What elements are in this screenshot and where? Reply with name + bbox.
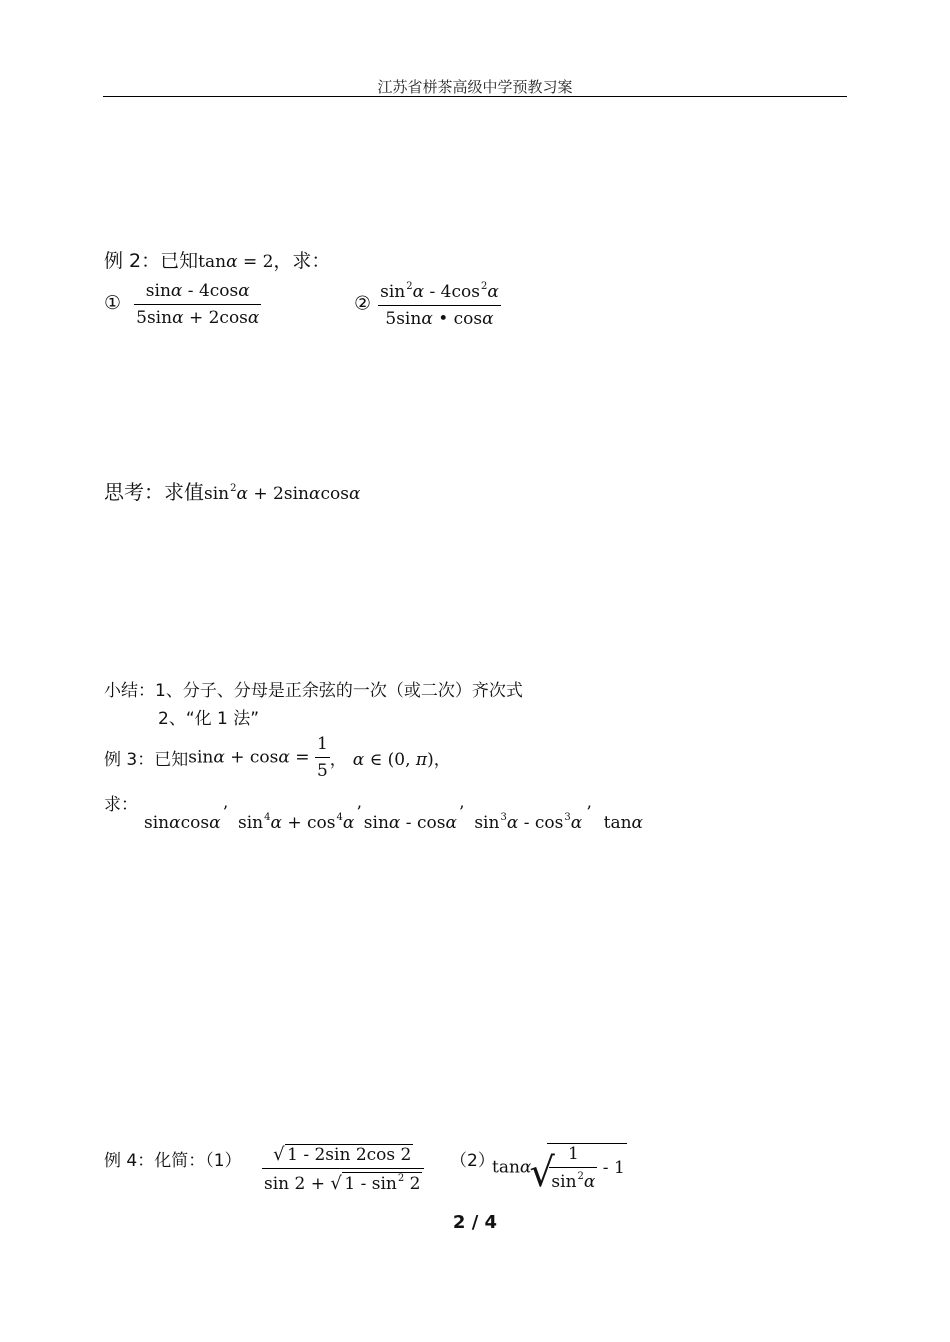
example2-item1 bbox=[104, 281, 261, 328]
example3-domain: α ∈ (0, π)， bbox=[352, 750, 451, 770]
example4-part1 bbox=[262, 1144, 424, 1194]
summary-line2: 2、“化 1 法” bbox=[158, 709, 260, 729]
example2-tail: ，求： bbox=[273, 250, 331, 272]
example2-heading bbox=[104, 246, 330, 273]
page-header-title: 江苏省栟茶高级中学预教习案 bbox=[377, 78, 573, 96]
item1-fraction: $\frac{\sin\alpha - 4\cos\alpha}{5\sin\alpha + 2\cos\alpha}$ bbox=[136, 281, 260, 328]
think-label: 思考：求值 bbox=[104, 480, 204, 504]
example2-label: 例 2：已知 bbox=[104, 250, 199, 272]
sqrt-icon: √ 1 - 2sin 2cos 2 bbox=[273, 1144, 412, 1165]
sqrt-icon: √ $1 - \sin^2 2$ bbox=[330, 1173, 421, 1194]
item1-marker: ① bbox=[104, 292, 122, 314]
q5: tanα bbox=[603, 813, 644, 833]
q1: sinαcosα bbox=[144, 813, 221, 833]
example3-label: 例 3：已知 bbox=[104, 750, 189, 770]
part1-fraction: √ 1 - 2sin 2cos 2 sin 2 + √ $1 - \sin^2 2$ bbox=[262, 1144, 424, 1194]
q4: $\sin^3\alpha - \cos^3\alpha$ bbox=[474, 812, 583, 833]
example3-heading: 例 3：已知sinα + cosα = $\frac{1}{5}$ ， α ∈ (0, π)， bbox=[104, 734, 451, 781]
q3: sinα - cosα bbox=[363, 813, 457, 833]
item2-marker: ② bbox=[354, 292, 372, 315]
example2-given: tanα = 2 bbox=[198, 252, 274, 272]
page-number: 2 / 4 bbox=[452, 1212, 498, 1233]
example3-questions: sinαcosα ’ $\sin^4\alpha + \cos^4\alpha$ ’ sinα - cosα ’ $\sin^3\alpha - \cos^3\alpha$ ’ tanα bbox=[144, 803, 644, 833]
item2-fraction: $\frac{\sin^2\alpha - 4\cos^2\alpha}{5\sin\alpha • \cos\alpha}$ bbox=[380, 281, 499, 329]
example3-fraction: $\frac{1}{5}$ bbox=[316, 734, 328, 781]
example4-label: 例 4：化简：（1） bbox=[104, 1151, 242, 1171]
example3-eq: sinα + cosα = bbox=[188, 747, 315, 768]
example4-part2: tanα √ $\frac{1}{\sin^2\alpha}$ - 1 bbox=[492, 1144, 625, 1196]
sqrt-icon: √ $\frac{1}{\sin^2\alpha}$ - 1 bbox=[529, 1144, 625, 1196]
example4-label2: （2） bbox=[450, 1151, 495, 1171]
think-line bbox=[104, 476, 360, 505]
q2: $\sin^4\alpha + \cos^4\alpha$ bbox=[237, 812, 355, 833]
summary-line1: 小结：1、分子、分母是正余弦的一次（或二次）齐次式 bbox=[104, 681, 523, 701]
example3-ask: 求： bbox=[104, 795, 138, 815]
example2-item2 bbox=[354, 281, 501, 329]
think-expr: $\sin^2\alpha + 2\sin\alpha\cos\alpha$ bbox=[204, 483, 361, 504]
header-rule bbox=[103, 96, 847, 97]
